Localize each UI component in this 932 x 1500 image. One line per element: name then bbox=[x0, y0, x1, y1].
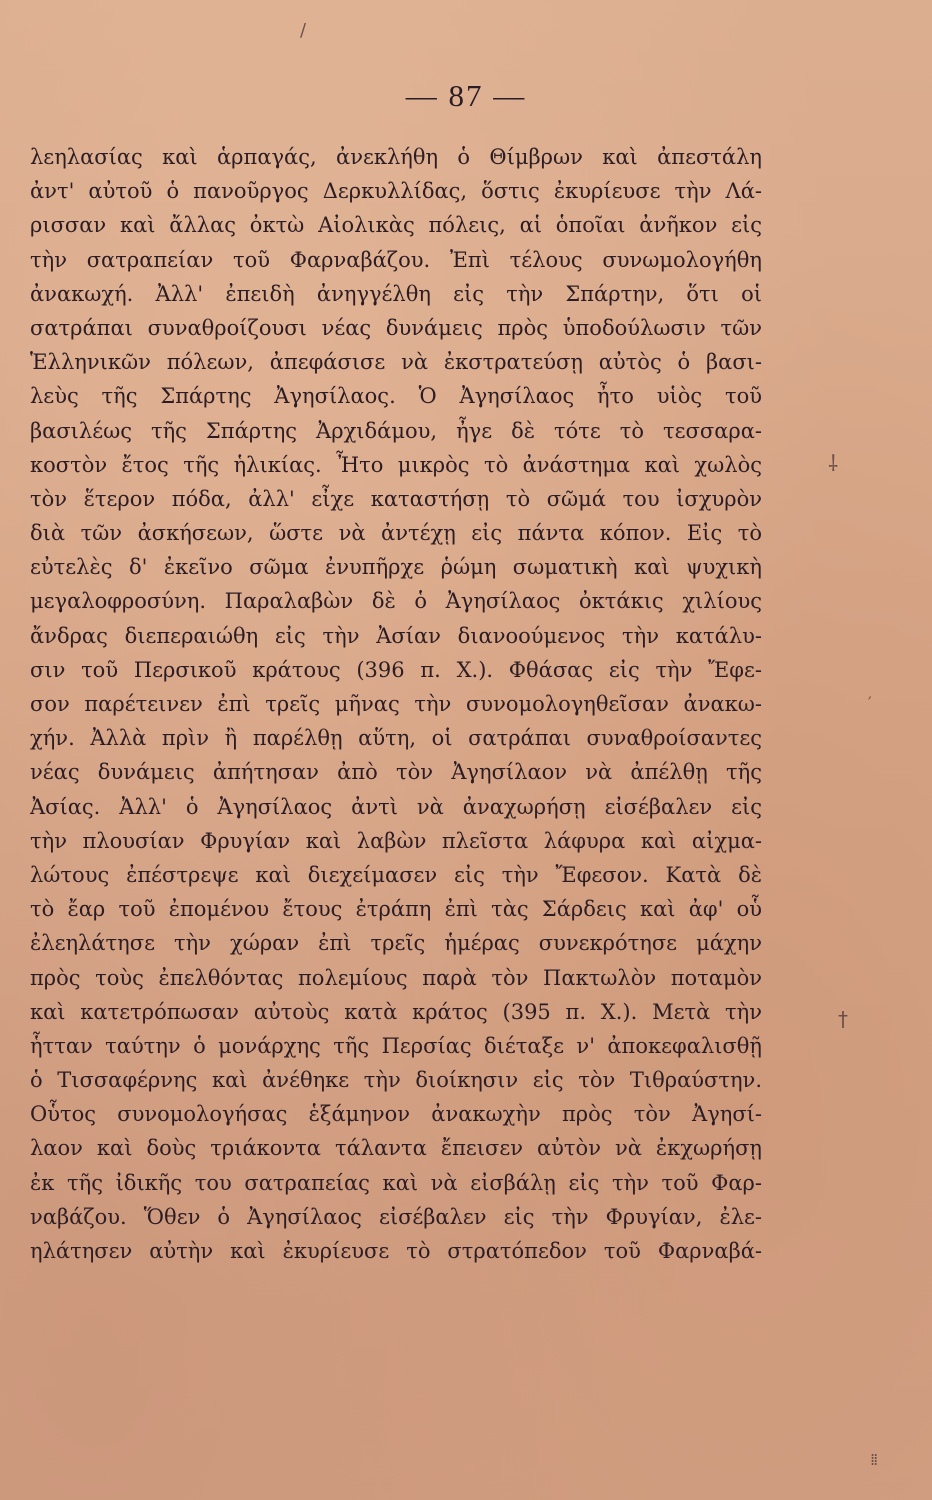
text-line: σατράπαι συναθροίζουσι νέας δυνάμεις πρὸς ὑποδούλωσιν τῶν bbox=[30, 315, 762, 340]
text-line: λεηλασίας καὶ ἁρπαγάς, ἀνεκλήθη ὁ Θίμβρων καὶ ἀπεστάλη bbox=[30, 145, 762, 169]
page-number: — 87 — bbox=[405, 78, 527, 113]
text-line: πρὸς τοὺς ἐπελθόντας πολεμίους παρὰ τὸν Πακτωλὸν ποταμὸν bbox=[30, 965, 762, 990]
text-line: Οὗτος συνομολογήσας ἑξάμηνον ἀνακωχὴν πρὸς τὸν Ἀγησί- bbox=[30, 1102, 762, 1127]
text-line: καὶ κατετρόπωσαν αὐτοὺς κατὰ κράτος (395 π. Χ.). Μετὰ τὴν bbox=[30, 999, 762, 1024]
text-line: τὸν ἕτερον πόδα, ἀλλ' εἶχε καταστήσῃ τὸ σῶμά του ἰσχυρὸν bbox=[30, 486, 762, 511]
text-line: μεγαλοφροσύνη. Παραλαβὼν δὲ ὁ Ἀγησίλαος ὀκτάκις χιλίους bbox=[30, 589, 762, 614]
text-line: εὐτελὲς δ' ἐκεῖνο σῶμα ἐνυπῆρχε ῥώμη σωματικὴ καὶ ψυχικὴ bbox=[30, 555, 762, 580]
text-line: λαον καὶ δοὺς τριάκοντα τάλαντα ἔπεισεν αὐτὸν νὰ ἐκχωρήσῃ bbox=[30, 1136, 762, 1161]
text-line: ἀνακωχή. Ἀλλ' ἐπειδὴ ἀνηγγέλθη εἰς τὴν Σπάρτην, ὅτι οἱ bbox=[30, 281, 762, 306]
text-line: ἄνδρας διεπεραιώθη εἰς τὴν Ἀσίαν διανοούμενος τὴν κατάλυ- bbox=[30, 623, 762, 648]
text-line: ηλάτησεν αὐτὴν καὶ ἐκυρίευσε τὸ στρατόπεδον τοῦ Φαρναβά- bbox=[30, 1239, 762, 1263]
paper-speck-icon: † bbox=[838, 1007, 848, 1031]
body-text bbox=[30, 140, 762, 1268]
text-line: ναβάζου. Ὅθεν ὁ Ἀγησίλαος εἰσέβαλεν εἰς τὴν Φρυγίαν, ἐλε- bbox=[30, 1204, 762, 1229]
text-line: Ἀσίας. Ἀλλ' ὁ Ἀγησίλαος ἀντὶ νὰ ἀναχωρήσῃ εἰσέβαλεν εἰς bbox=[30, 794, 762, 819]
text-line: τὸ ἔαρ τοῦ ἐπομένου ἔτους ἐτράπη ἐπὶ τὰς Σάρδεις καὶ ἀφ' οὗ bbox=[30, 897, 762, 922]
paper-speck-icon: ′ bbox=[868, 693, 872, 712]
text-line: ἐκ τῆς ἰδικῆς του σατραπείας καὶ νὰ εἰσβάλῃ εἰς τὴν τοῦ Φαρ- bbox=[30, 1170, 762, 1195]
paper-speck-icon: ⸸ bbox=[828, 452, 839, 477]
text-line: διὰ τῶν ἀσκήσεων, ὥστε νὰ ἀντέχῃ εἰς πάντα κόπον. Εἰς τὸ bbox=[30, 521, 762, 546]
text-line: βασιλέως τῆς Σπάρτης Ἀρχιδάμου, ἦγε δὲ τότε τὸ τεσσαρα- bbox=[30, 418, 762, 443]
text-line: ἀντ' αὐτοῦ ὁ πανοῦργος Δερκυλλίδας, ὅστις ἐκυρίευσε τὴν Λά- bbox=[30, 179, 762, 204]
text-line: τὴν σατραπείαν τοῦ Φαρναβάζου. Ἐπὶ τέλους συνωμολογήθη bbox=[30, 247, 762, 272]
text-line: λώτους ἐπέστρεψε καὶ διεχείμασεν εἰς τὴν Ἔφεσον. Κατὰ δὲ bbox=[30, 862, 762, 887]
text-line: κοστὸν ἔτος τῆς ἡλικίας. Ἦτο μικρὸς τὸ ἀνάστημα καὶ χωλὸς bbox=[30, 452, 762, 477]
paper-speck-icon: ⁞⁞ bbox=[870, 1450, 877, 1469]
text-line: λεὺς τῆς Σπάρτης Ἀγησίλαος. Ὁ Ἀγησίλαος ἦτο υἱὸς τοῦ bbox=[30, 384, 762, 409]
text-line: ἐλεηλάτησε τὴν χώραν ἐπὶ τρεῖς ἡμέρας συνεκρότησε μάχην bbox=[30, 931, 762, 956]
text-line: τὴν πλουσίαν Φρυγίαν καὶ λαβὼν πλεῖστα λάφυρα καὶ αἰχμα- bbox=[30, 828, 762, 853]
text-line: Ἑλληνικῶν πόλεων, ἀπεφάσισε νὰ ἐκστρατεύσῃ αὐτὸς ὁ βασι- bbox=[30, 350, 762, 375]
text-line: χήν. Ἀλλὰ πρὶν ἢ παρέλθῃ αὕτη, οἱ σατράπαι συναθροίσαντες bbox=[30, 726, 762, 751]
text-line: νέας δυνάμεις ἀπήτησαν ἀπὸ τὸν Ἀγησίλαον νὰ ἀπέλθῃ τῆς bbox=[30, 760, 762, 785]
text-line: ρισσαν καὶ ἄλλας ὀκτὼ Αἰολικὰς πόλεις, αἱ ὁποῖαι ἀνῆκον εἰς bbox=[30, 213, 762, 238]
text-line: ὁ Τισσαφέρνης καὶ ἀνέθηκε τὴν διοίκησιν εἰς τὸν Τιθραύστην. bbox=[30, 1068, 762, 1093]
text-line: ἧτταν ταύτην ὁ μονάρχης τῆς Περσίας διέταξε ν' ἀποκεφαλισθῇ bbox=[30, 1033, 762, 1058]
text-line: σον παρέτεινεν ἐπὶ τρεῖς μῆνας τὴν συνομολογηθεῖσαν ἀνακω- bbox=[30, 692, 762, 716]
paper-speck-icon: / bbox=[300, 20, 307, 41]
text-line: σιν τοῦ Περσικοῦ κράτους (396 π. Χ.). Φθάσας εἰς τὴν Ἔφε- bbox=[30, 657, 762, 682]
